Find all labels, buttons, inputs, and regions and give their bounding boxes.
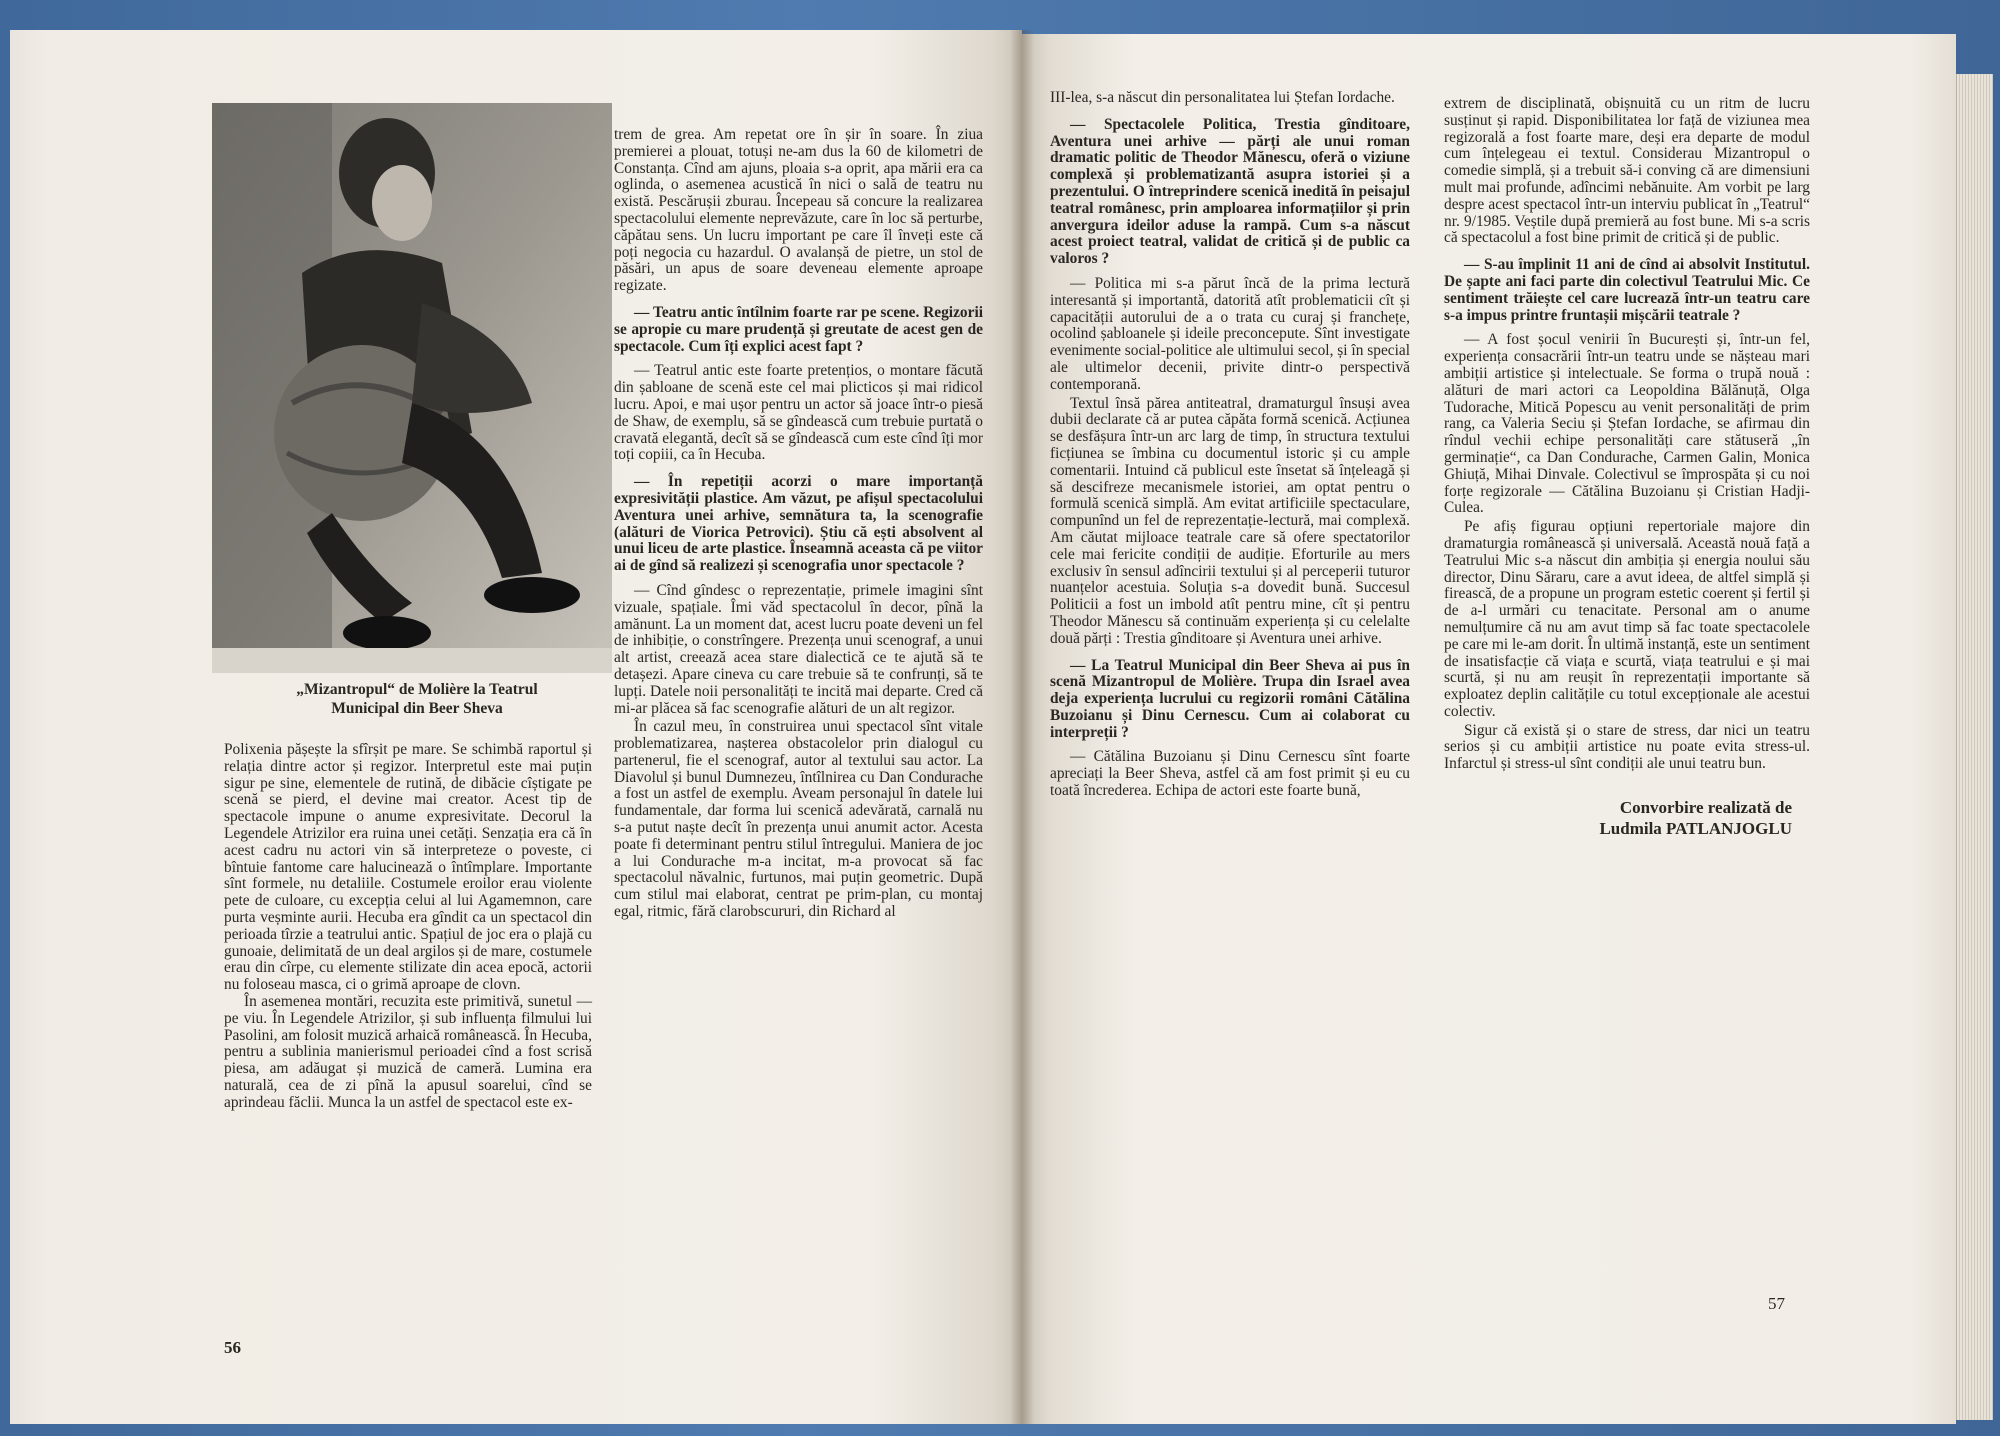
paragraph: Sigur că există și o stare de stress, dar nici un teatru serios și cu ambiții artistice nu poate evita stress-ul. Infarctul și stress-ul sînt condiții ale unui teatru bun. — [1444, 721, 1810, 773]
question: — În repetiții acorzi o mare importanță expresivității plastice. Am văzut, pe afișul spectacolului Aventura unei arhive, semnătura ta, la scenografie (alături de Viorica Petrovici). Știu că ești absolvent al unui liceu de arte plastice. Înseamnă aceasta că pe viitor ai de gînd să realizezi și scenografia unor spectacole ? — [614, 473, 983, 575]
question: — S-au împlinit 11 ani de cînd ai absolvit Institutul. De șapte ani faci parte din colectivul Teatrului Mic. Ce sentiment trăiește cel care lucrează într-un teatru care s-a impus printre fruntașii mișcării teatrale ? — [1444, 256, 1810, 324]
byline — [1444, 797, 1810, 839]
answer: — A fost șocul venirii în București și, într-un fel, experiența consacrării într-un teatru unde se nășteau mari ambiții artistice și intelectuale. Se forma o trupă nouă : alături de mari actori ca Leopoldina Bălănuță, Olga Tudorache, Mitică Popescu au venit personalități de prim rang, ca Valeria Seciu și Ștefan Iordache, se afirmau din rîndul vechii echipe personalități care stătuseră „în germinație“, ca Dan Condurache, Carmen Galin, Monica Ghiuță, Mihai Dinvale. Colectivul se împrospăta și cu noi forțe regizorale — Cătălina Buzoianu și Cristian Hadji-Culea. — [1444, 331, 1810, 517]
column-3 — [1050, 90, 1410, 802]
paragraph: În asemenea montări, recuzita este primitivă, sunetul — pe viu. În Legendele Atrizilor, și sub influența filmului lui Pasolini, am folosit muzică arhaică românească. În Hecuba, pentru a sublinia manierismul perioadei cînd a fost scrisă piesa, am adăugat și muzică de cameră. Lumina era naturală, cea de zi pînă la apusul soarelui, cînd se aprindeau făclii. Munca la un astfel de spectacol este ex- — [224, 992, 592, 1111]
question: — La Teatrul Municipal din Beer Sheva ai pus în scenă Mizantropul de Molière. Trupa din Israel avea deja experiența lucrului cu regizorii români Cătălina Buzoianu și Dinu Cernescu. Cum ai colaborat cu interpreții ? — [1050, 656, 1410, 741]
paragraph: III-lea, s-a născut din personalitatea lui Ștefan Iordache. — [1050, 89, 1395, 106]
page-number-left: 56 — [224, 1338, 241, 1357]
answer: — Politica mi s-a părut încă de la prima lectură interesantă și importantă, datorită atît problematicii cît și capacității autorului de a o trata cu curaj și franchețe, ocolind șabloanele și ideile preconcepute. Sînt investigate evenimente social-politice ale ultimului secol, și în special ale ultimelor decenii, privite dintr-o perspectivă contemporană. — [1050, 274, 1410, 393]
paragraph: extrem de disciplinată, obișnuită cu un ritm de lucru susținut și rapid. Disponibilitatea lor față de viziunea mea regizorală a fost foarte mare, deși era departe de modul cum înțelegeau ei textul. Considerau Mizantropul o comedie simplă, și a trebuit să-i conving că are dimensiuni mult mai profunde, adîncimi nebănuite. Am vorbit pe larg despre acest spectacol într-un interviu publicat în „Teatrul“ nr. 9/1985. Veștile după premieră au fost bune. Mi s-a scris că spectacolul a fost bine primit de critică și de public. — [1444, 95, 1810, 247]
photo-actor — [212, 103, 612, 673]
page-edges — [1956, 74, 1993, 1420]
column-2 — [614, 127, 983, 923]
column-4 — [1444, 96, 1810, 839]
column-1 — [224, 742, 592, 1112]
question: — Spectacolele Politica, Trestia gînditoare, Aventura unei arhive — părți ale unui roman dramatic politic de Theodor Mănescu, oferă o viziune complexă și problematizantă asupra istoriei și a prezentului. O întreprindere scenică inedită în peisajul teatral românesc, prin amploarea informațiilor și prin anvergura ideilor aduse la rampă. Cum s-a născut acest proiect teatral, validat de critică și de public ca valoros ? — [1050, 115, 1410, 268]
byline-line-1: Convorbire realizată de — [1619, 798, 1792, 818]
answer: — Cătălina Buzoianu și Dinu Cernescu sînt foarte apreciați la Beer Sheva, astfel că am fost primit și eu cu toată încrederea. Echipa de actori este foarte bună, — [1050, 748, 1410, 800]
paragraph: Textul însă părea antiteatral, dramaturgul însuși avea dubii declarate că ar putea căpăta formă scenică. Acțiunea se desfășura într-un arc larg de timp, în structura textului ficțiunea se îmbina cu documentul istoric și cu ample comentarii. Intuind că publicul este însetat să înțeleagă și să descifreze mecanismele istoriei, am optat pentru o formulă scenică simplă. Am evitat artificiile spectaculare, compunînd un fel de reprezentație-lectură, mai complexă. Am căutat mijloace teatrale care să ofere spectatorilor cele mai fericite condiții de audiție. Eforturile au mers exclusiv în sensul adîncirii textului și al perceperii tuturor nuanțelor acestuia. Soluția s-a dovedit bună. Succesul Politicii a fost un imbold atît pentru mine, cît și pentru Theodor Mănescu să continuăm experiența și cu celelalte două părți : Trestia gînditoare și Aventura unei arhive. — [1050, 394, 1410, 647]
photo-caption: „Mizantropul“ de Molière la Teatrul Municipal din Beer Sheva — [296, 681, 538, 717]
question: — Teatru antic întîlnim foarte rar pe scene. Regizorii se apropie cu mare prudență și greutate de acest gen de spectacole. Cum îți explici acest fapt ? — [614, 303, 983, 355]
book-gutter — [1010, 30, 1034, 1424]
paragraph: Polixenia pășește la sfîrșit pe mare. Se schimbă raportul și relația dintre actor și regizor. Interpretul este mai puțin sigur pe sine, elementele de rutină, de dibăcie cîștigate pe scenă se pierd, el devine mai creator. Acest tip de spectacole impune o anume expresivitate. Decorul la Legendele Atrizilor era ruina unei cetăți. Senzația era că în acest cadru nu actori vin să interpreteze o poveste, ci bîntuie fantome care halucinează o întîmplare. Importante sînt formele, nu detaliile. Costumele eroilor erau violente pete de culoare, cu excepția celui al lui Agamemnon, care purta veșminte aurii. Hecuba era gîndit ca un spectacol din perioada tîrzie a teatrului antic. Spațiul de joc era o plajă cu gunoaie, delimitată de un deal argilos și de mare, costumele erau din cîrpe, cu elemente stilizate din acea epocă, actorii nu foloseau masca, ci o grimă aproape de clovn. — [224, 741, 592, 994]
paragraph: trem de grea. Am repetat ore în șir în soare. În ziua premierei a plouat, totuși ne-am dus la 60 de kilometri de Constanța. Cînd am ajuns, ploaia s-a oprit, apa mării era ca oglinda, o asemenea acustică în nici o sală de teatru nu există. Pescărușii zburau. Începeau să concure la realizarea spectacolului elemente neprevăzute, care în loc să perturbe, căpătau sens. Un lucru important pe care îl înveți este că poți negocia cu hazardul. O avalanșă de pietre, un stol de păsări, un apus de soare deveneau elemente aproape regizate. — [614, 126, 983, 295]
answer: — Teatrul antic este foarte pretențios, o montare făcută din șabloane de scenă este cel mai plicticos și mai ridicol lucru. Apoi, e mai ușor pentru un actor să joace într-o piesă de Shaw, de exemplu, să se gîndească cum trebuie purtată o cravată elegantă, decît să se gîndească cum este cînd îți mor toți copiii, ca în Hecuba. — [614, 362, 983, 464]
paragraph: Pe afiș figurau opțiuni repertoriale majore din dramaturgia românească și universală. Această nouă față a Teatrului Mic s-a născut din ambiția și energia noului său director, Dinu Săraru, care a avut ideea, de altfel simplă și firească, de a propune un program estetic coerent și fertil și de a-l urmări cu tenacitate. Personal am o anume nemulțumire că nu am avut timp să fac toate spectacolele pe care mi le-am dorit. În ultimă instanță, este un sentiment de insatisfacție că viața e scurtă, viața teatrului e și mai scurtă, și nu am reușit în reprezentații importante să exploatez deplin calitățile cu totul excepționale ale acestui colectiv. — [1444, 518, 1810, 720]
page-number-right: 57 — [1768, 1294, 1785, 1313]
answer: — Cînd gîndesc o reprezentație, primele imagini sînt vizuale, spațiale. Îmi văd spectacolul în decor, pînă la amănunt. La un moment dat, acest lucru poate deveni un fel de inhibiție, o constrîngere. Prezența unui scenograf, a unui alt artist, creează acea stare dialectică ce te ajută să te detașezi. Apare cineva cu care trebuie să te confrunți, să te lupți. Datele noii personalități te incită mai departe. Cred că mi-ar plăcea să fac scenografie alături de un alt regizor. — [614, 581, 983, 717]
paragraph: În cazul meu, în construirea unui spectacol sînt vitale problematizarea, nașterea obstacolelor prin dialogul cu partenerul, fie el scenograf, autor al textului sau actor. La Diavolul și bunul Dumnezeu, întîlnirea cu Dan Condurache a fost un astfel de exemplu. Aveam personajul în datele lui fundamentale, dar forma lui scenică adevărată, carnală nu s-a putut naște decît în prezența unui anumit actor. Acesta poate fi determinant pentru stilul întregului. Maniera de joc a lui Condurache m-a incitat, m-a provocat să fac spectacolul năvalnic, furtunos, mai puțin geometric. După cum stilul mai elaborat, centrat pe prim-plan, cu montaj egal, ritmic, fără clarobscururi, din Richard al — [614, 718, 983, 921]
byline-author: Ludmila PATLANJOGLU — [1599, 819, 1792, 839]
